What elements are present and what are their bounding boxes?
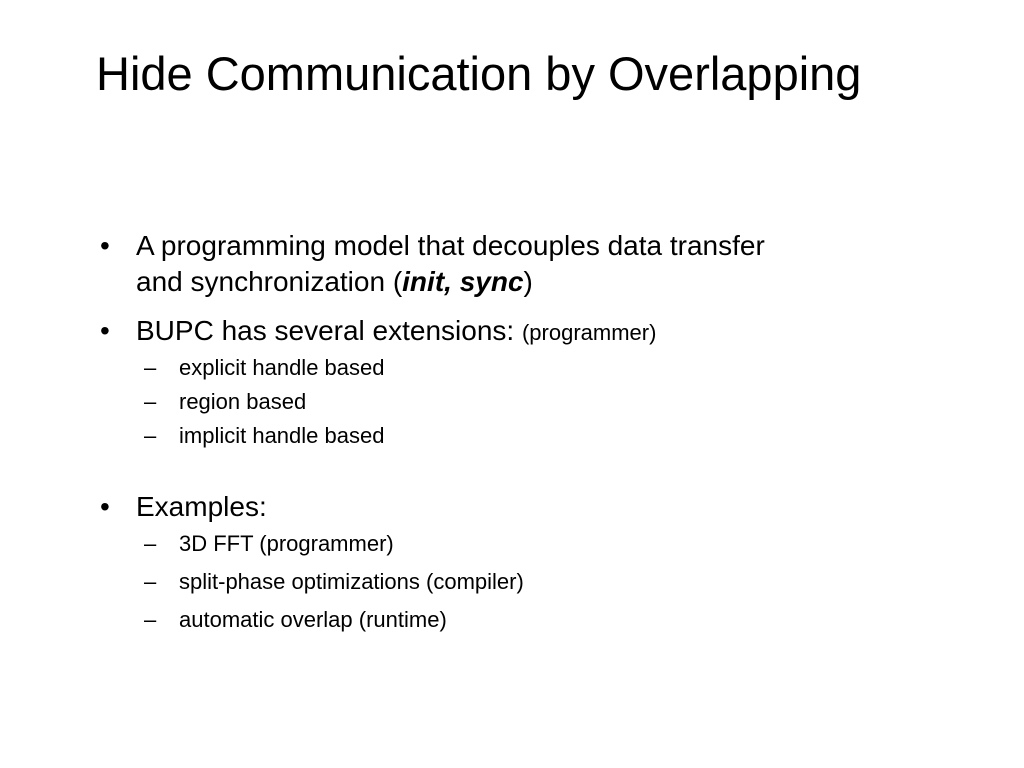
- sub-item: [100, 563, 930, 601]
- sub-item-text: 3D FFT (programmer): [179, 531, 394, 556]
- dash-marker: –: [144, 569, 157, 594]
- bullet-text: BUPC has several extensions:: [136, 315, 522, 346]
- bullet-line-2: [136, 264, 930, 300]
- bullet-text: Examples:: [136, 491, 267, 522]
- dash-marker: –: [144, 423, 157, 448]
- sub-item: [100, 525, 930, 563]
- sub-item-text: split-phase optimizations (compiler): [179, 569, 524, 594]
- sub-item-text: implicit handle based: [179, 423, 385, 448]
- bullet-examples: [100, 489, 930, 525]
- sub-list-examples: [100, 525, 930, 639]
- bullet-note: (programmer): [521, 320, 657, 345]
- dash-marker: –: [144, 355, 157, 380]
- dash-marker: –: [144, 607, 157, 632]
- dash-marker: –: [144, 531, 157, 556]
- bullet-line-2-prefix: and synchronization (: [136, 266, 403, 297]
- slide-body: [100, 228, 930, 639]
- emphasis-init-sync: init, sync: [402, 266, 524, 297]
- sub-list-extensions: [100, 351, 930, 453]
- sub-item: [100, 601, 930, 639]
- sub-item-text: region based: [179, 389, 307, 414]
- bullet-marker: •: [100, 315, 110, 346]
- sub-item-text: automatic overlap (runtime): [179, 607, 447, 632]
- slide-title: Hide Communication by Overlapping: [96, 47, 862, 100]
- bullet-line-2-suffix: ): [523, 266, 533, 297]
- sub-item: [100, 385, 930, 419]
- bullet-line-1: A programming model that decouples data transfer: [136, 230, 765, 261]
- bullet-marker: •: [100, 491, 110, 522]
- dash-marker: –: [144, 389, 157, 414]
- bullet-decoupling: [100, 228, 930, 300]
- bullet-marker: •: [100, 230, 110, 261]
- bullet-bupc-extensions: [100, 313, 930, 351]
- sub-item-text: explicit handle based: [179, 355, 385, 380]
- sub-item: [100, 419, 930, 453]
- sub-item: [100, 351, 930, 385]
